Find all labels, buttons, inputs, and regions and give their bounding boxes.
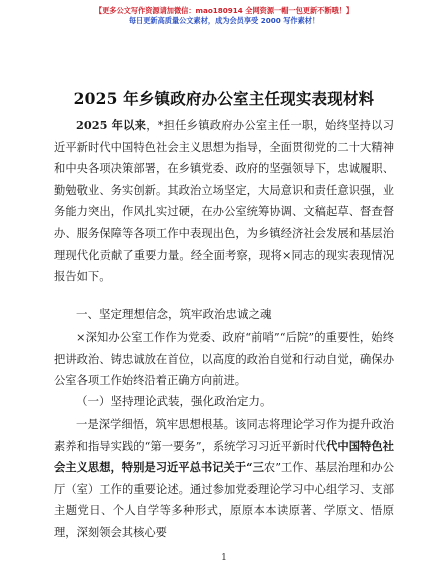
promo-banner [0,6,448,26]
document-title: 2025 年乡镇政府办公室主任现实表现材料 [73,89,375,108]
subsection-1-bold: 代中国特色社会主义思想，特别是习近平总书记关于“三 [54,438,394,475]
promo-banner-line-2: 每日更新高质量公文素材，成为会员享受 2000 写作素材！ [128,16,320,25]
section-1-paragraph: ×深知办公室工作作为党委、政府“前哨”“后院”的重要性，始终把讲政治、铸忠诚放在首位，以高度的政治自觉和行动自觉，确保办公室各项工作始终沿着正确方向前进。 [54,331,394,388]
page-number: 1 [221,553,227,563]
subsection-1-part-1: 一是深学细悟，筑牢思想根基。该同志将理论学习作为提升政治素养和指导实践的“第一要务”，系统学习习近平新时代 [54,418,394,453]
intro-body: ，*担任乡镇政府办公室主任一职，始终坚持以习近平新时代中国特色社会主义思想为指导，全面贯彻党的二十大精神和中央各项决策部署，在乡镇党委、政府的坚强领导下，忠诚履职、勤勉敬业、务实创新。其政治立场坚定，大局意识和责任意识强，业务能力突出，作风扎实过硬，在办公室统筹协调、文稿起草、督查督办、服务保障等各项工作中表现出色，为乡镇经济社会发展和基层治理现代化贡献了重要力量。经全面考察，现将×同志的现实表现情况报告如下。 [54,119,394,284]
promo-banner-line-1: 【更多公文写作资源请加微信：mao180914 全网资源一帽一包更新不断哦！】 [94,6,354,15]
section-heading-1: 一、坚定理想信念，筑牢政治忠诚之魂 [76,307,272,321]
subsection-1-paragraph [54,414,394,544]
subsection-heading-1: （一）坚持理论武装，强化政治定力。 [76,394,272,408]
subsection-1-part-2: 农”工作、基层治理和办公厅（室）工作的重要论述。通过参加党委理论学习中心组学习、支部主题党日、个人自学等多种形式，原原本本读原著、学原文、悟原理，深刻领会其核心要 [54,461,395,539]
intro-lead: 2025 年以来 [76,118,147,132]
intro-paragraph [54,115,394,288]
